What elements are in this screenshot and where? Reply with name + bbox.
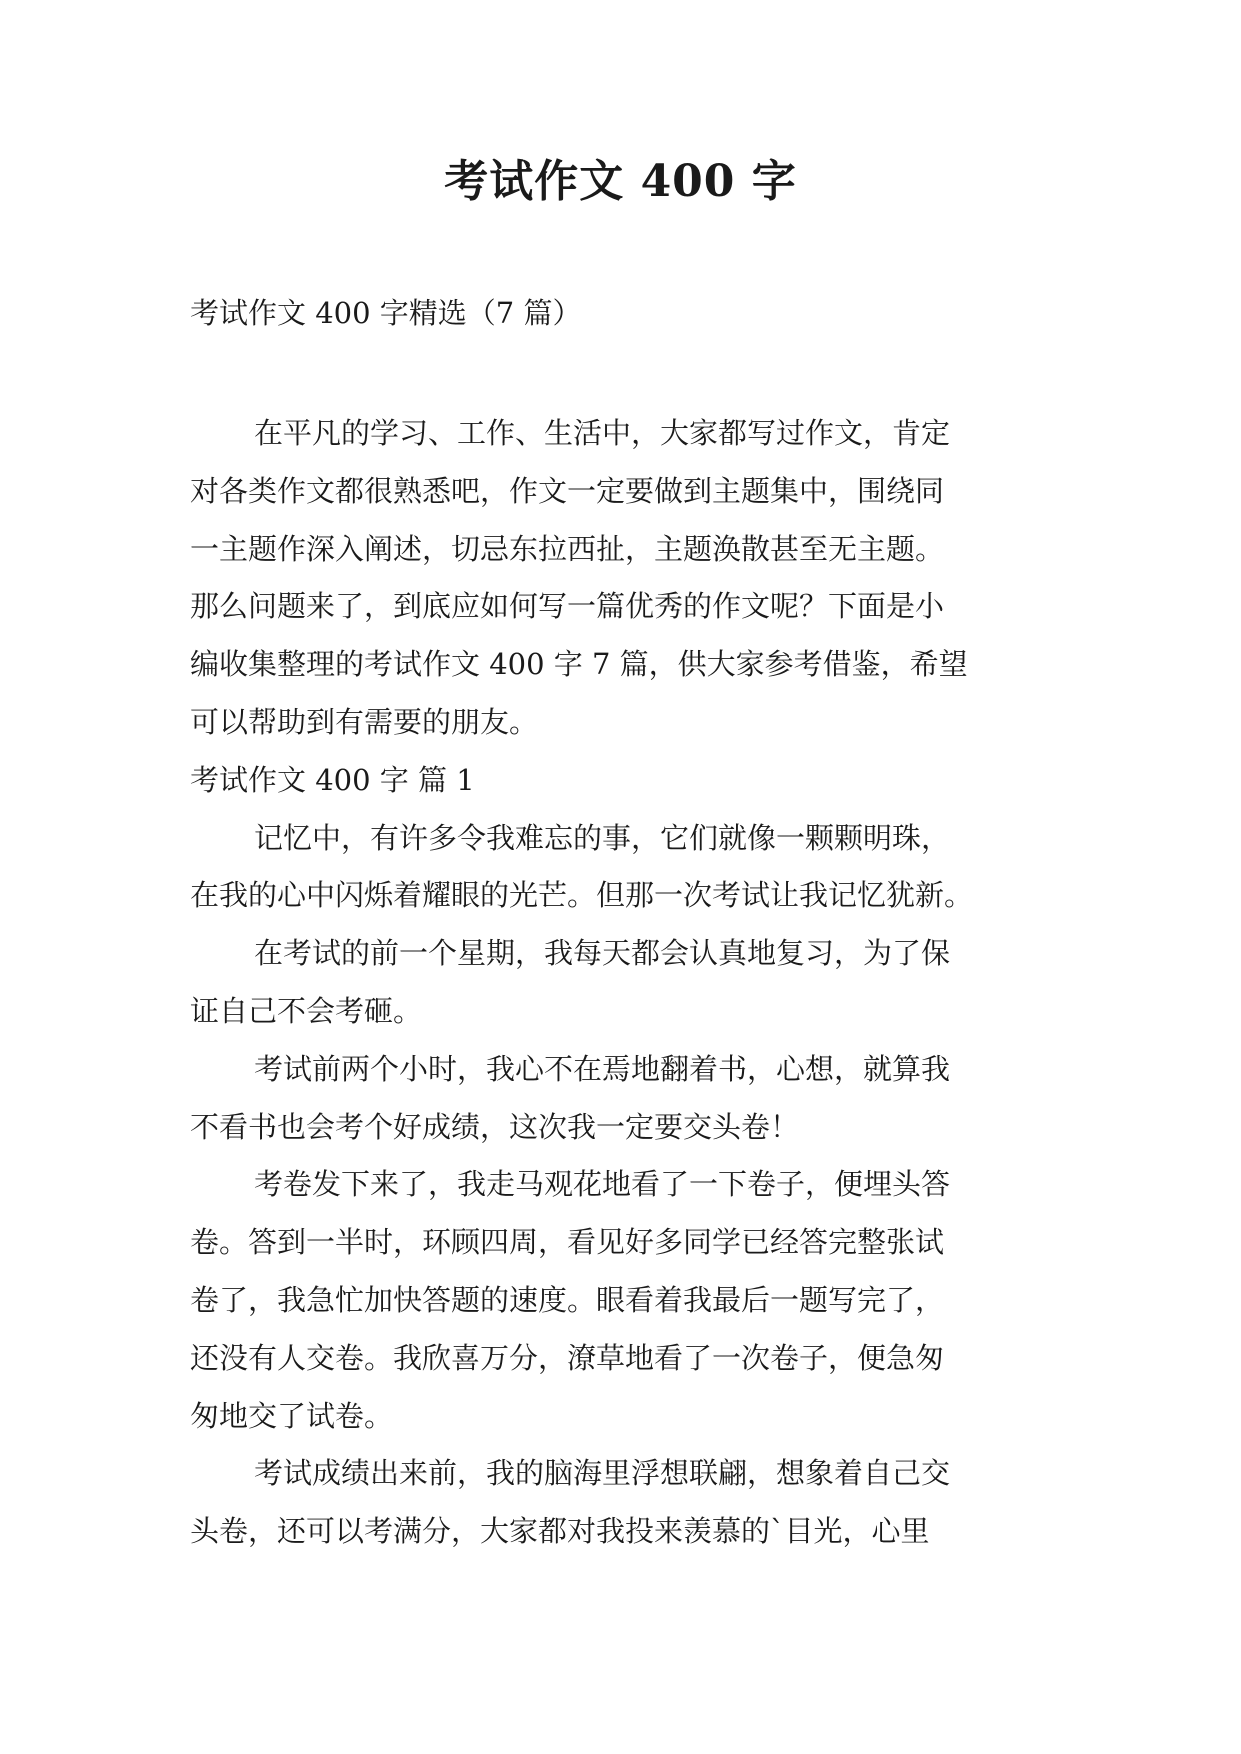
text-line: 在平凡的学习、工作、生活中，大家都写过作文，肯定 — [254, 416, 951, 450]
text-line: 考试前两个小时，我心不在焉地翻着书，心想，就算我 — [254, 1051, 951, 1086]
text-line: 头卷，还可以考满分，大家都对我投来羡慕的`目光，心里 — [190, 1514, 930, 1549]
text-line: 记忆中，有许多令我难忘的事，它们就像一颗颗明珠， — [254, 820, 951, 855]
section-heading: 考试作文 400 字 篇 1 — [190, 762, 475, 797]
document-body — [190, 405, 1070, 1561]
text-line: 一主题作深入阐述，切忌东拉西扯，主题涣散甚至无主题。 — [190, 531, 945, 566]
text-line: 匆地交了试卷。 — [190, 1398, 394, 1433]
text-line: 那么问题来了，到底应如何写一篇优秀的作文呢？下面是小 — [190, 589, 945, 624]
text-line: 在考试的前一个星期，我每天都会认真地复习，为了保 — [254, 936, 951, 971]
text-line: 还没有人交卷。我欣喜万分，潦草地看了一次卷子，便急匆 — [190, 1340, 945, 1375]
document-subtitle: 考试作文 400 字精选（7 篇） — [190, 296, 582, 330]
document-title: 考试作文 400 字 — [444, 156, 797, 207]
text-line: 在我的心中闪烁着耀眼的光芒。但那一次考试让我记忆犹新。 — [190, 878, 974, 913]
text-line: 证自己不会考砸。 — [190, 993, 423, 1028]
text-line: 不看书也会考个好成绩，这次我一定要交头卷！ — [190, 1109, 800, 1144]
text-line: 考卷发下来了，我走马观花地看了一下卷子，便埋头答 — [254, 1167, 951, 1202]
text-line: 卷。答到一半时，环顾四周，看见好多同学已经答完整张试 — [190, 1225, 945, 1260]
text-line: 卷了，我急忙加快答题的速度。眼看着我最后一题写完了， — [190, 1282, 945, 1317]
text-line: 可以帮助到有需要的朋友。 — [190, 704, 539, 739]
text-line: 考试成绩出来前，我的脑海里浮想联翩，想象着自己交 — [254, 1456, 951, 1491]
text-line: 编收集整理的考试作文 400 字 7 篇，供大家参考借鉴，希望 — [190, 647, 968, 682]
text-line: 对各类作文都很熟悉吧，作文一定要做到主题集中，围绕同 — [190, 473, 945, 508]
